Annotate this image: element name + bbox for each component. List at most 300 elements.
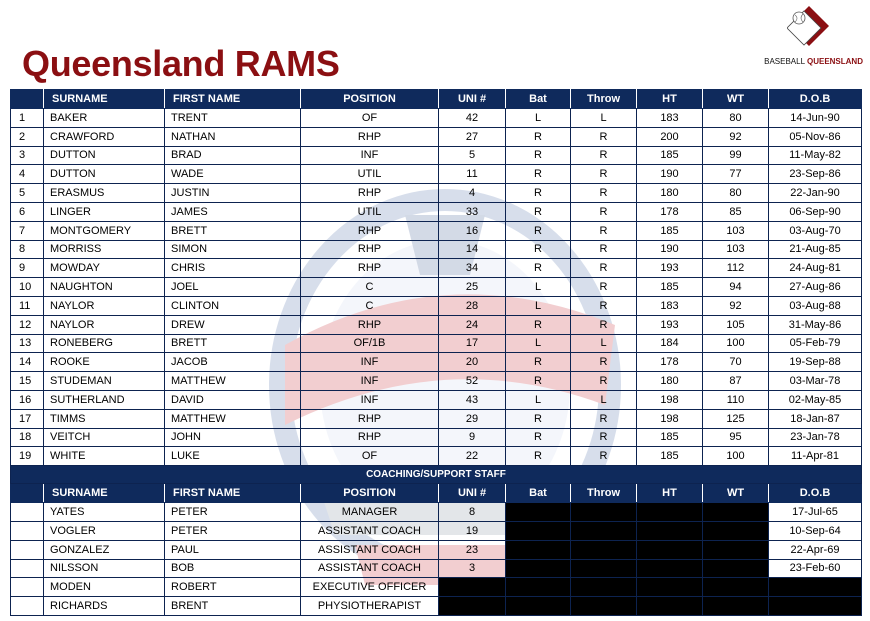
cell-weight: 125 xyxy=(703,409,769,428)
cell-position: RHP xyxy=(301,127,439,146)
cell-position: RHP xyxy=(301,221,439,240)
cell-position: RHP xyxy=(301,259,439,278)
staff-section xyxy=(11,466,862,484)
cell-first-name: JUSTIN xyxy=(165,184,301,203)
player-row xyxy=(11,334,862,353)
cell-uni-number: 34 xyxy=(439,259,506,278)
cell-position: RHP xyxy=(301,184,439,203)
cell-dob: 11-Apr-81 xyxy=(769,447,862,466)
baseball-queensland-logo xyxy=(757,4,863,66)
cell-row-number xyxy=(11,559,44,578)
staff-header-row xyxy=(11,484,862,503)
cell-throw xyxy=(571,559,637,578)
cell-bat: L xyxy=(506,390,571,409)
cell-surname: NILSSON xyxy=(44,559,165,578)
cell-throw: R xyxy=(571,278,637,297)
cell-weight: 80 xyxy=(703,109,769,128)
cell-dob: 14-Jun-90 xyxy=(769,109,862,128)
cell-row-number: 4 xyxy=(11,165,44,184)
cell-height: 185 xyxy=(637,428,703,447)
cell-position: C xyxy=(301,278,439,297)
cell-uni-number: 22 xyxy=(439,447,506,466)
cell-position: INF xyxy=(301,146,439,165)
cell-uni-number: 4 xyxy=(439,184,506,203)
cell-surname: MODEN xyxy=(44,578,165,597)
cell-height: 178 xyxy=(637,353,703,372)
cell-height: 183 xyxy=(637,296,703,315)
cell-weight: 95 xyxy=(703,428,769,447)
cell-throw: R xyxy=(571,165,637,184)
cell-row-number: 17 xyxy=(11,409,44,428)
cell-bat: R xyxy=(506,221,571,240)
cell-row-number: 10 xyxy=(11,278,44,297)
column-header-weight: WT xyxy=(703,90,769,109)
staff-row xyxy=(11,540,862,559)
cell-surname: CRAWFORD xyxy=(44,127,165,146)
cell-uni-number: 42 xyxy=(439,109,506,128)
cell-bat: R xyxy=(506,146,571,165)
cell-row-number: 15 xyxy=(11,372,44,391)
cell-position: RHP xyxy=(301,409,439,428)
column-header-bat: Bat xyxy=(506,484,571,503)
cell-weight xyxy=(703,559,769,578)
cell-bat: R xyxy=(506,447,571,466)
cell-first-name: LUKE xyxy=(165,447,301,466)
column-header-row-number xyxy=(11,484,44,503)
cell-surname: ROOKE xyxy=(44,353,165,372)
cell-dob: 06-Sep-90 xyxy=(769,202,862,221)
cell-row-number: 8 xyxy=(11,240,44,259)
column-header-bat: Bat xyxy=(506,90,571,109)
cell-surname: MORRISS xyxy=(44,240,165,259)
cell-first-name: CHRIS xyxy=(165,259,301,278)
cell-bat: R xyxy=(506,202,571,221)
cell-height: 198 xyxy=(637,409,703,428)
player-row xyxy=(11,372,862,391)
cell-height xyxy=(637,503,703,522)
cell-height: 198 xyxy=(637,390,703,409)
cell-first-name: JAMES xyxy=(165,202,301,221)
cell-throw: R xyxy=(571,221,637,240)
cell-row-number: 5 xyxy=(11,184,44,203)
cell-position: ASSISTANT COACH xyxy=(301,559,439,578)
staff-section-title: COACHING/SUPPORT STAFF xyxy=(11,466,862,484)
cell-dob: 05-Feb-79 xyxy=(769,334,862,353)
players-header-row xyxy=(11,90,862,109)
cell-uni-number: 20 xyxy=(439,353,506,372)
cell-position: OF xyxy=(301,447,439,466)
cell-first-name: BRETT xyxy=(165,334,301,353)
cell-bat: R xyxy=(506,127,571,146)
cell-throw: R xyxy=(571,240,637,259)
cell-surname: RONEBERG xyxy=(44,334,165,353)
cell-position: EXECUTIVE OFFICER xyxy=(301,578,439,597)
cell-uni-number: 17 xyxy=(439,334,506,353)
cell-height: 185 xyxy=(637,221,703,240)
cell-first-name: BRETT xyxy=(165,221,301,240)
cell-surname: NAUGHTON xyxy=(44,278,165,297)
cell-dob: 27-Aug-86 xyxy=(769,278,862,297)
cell-surname: DUTTON xyxy=(44,146,165,165)
cell-row-number: 3 xyxy=(11,146,44,165)
column-header-height: HT xyxy=(637,484,703,503)
cell-dob: 03-Aug-70 xyxy=(769,221,862,240)
cell-uni-number: 11 xyxy=(439,165,506,184)
cell-height: 193 xyxy=(637,315,703,334)
cell-first-name: MATTHEW xyxy=(165,372,301,391)
staff-row xyxy=(11,503,862,522)
player-row xyxy=(11,390,862,409)
cell-uni-number: 33 xyxy=(439,202,506,221)
cell-uni-number: 25 xyxy=(439,278,506,297)
cell-throw: R xyxy=(571,447,637,466)
cell-weight: 70 xyxy=(703,353,769,372)
cell-first-name: SIMON xyxy=(165,240,301,259)
cell-surname: NAYLOR xyxy=(44,315,165,334)
cell-bat xyxy=(506,597,571,616)
cell-row-number: 7 xyxy=(11,221,44,240)
cell-first-name: BOB xyxy=(165,559,301,578)
cell-throw: R xyxy=(571,146,637,165)
cell-weight: 92 xyxy=(703,127,769,146)
cell-throw: R xyxy=(571,184,637,203)
cell-position: UTIL xyxy=(301,165,439,184)
cell-row-number: 19 xyxy=(11,447,44,466)
cell-weight: 100 xyxy=(703,334,769,353)
cell-row-number xyxy=(11,597,44,616)
staff-row xyxy=(11,521,862,540)
cell-row-number: 14 xyxy=(11,353,44,372)
cell-height: 185 xyxy=(637,447,703,466)
cell-bat: R xyxy=(506,165,571,184)
cell-surname: GONZALEZ xyxy=(44,540,165,559)
cell-uni-number: 24 xyxy=(439,315,506,334)
cell-height xyxy=(637,540,703,559)
column-header-first-name: FIRST NAME xyxy=(165,484,301,503)
player-row xyxy=(11,447,862,466)
cell-uni-number: 16 xyxy=(439,221,506,240)
cell-dob: 31-May-86 xyxy=(769,315,862,334)
cell-weight xyxy=(703,521,769,540)
cell-bat: R xyxy=(506,259,571,278)
cell-throw: R xyxy=(571,372,637,391)
cell-uni-number xyxy=(439,578,506,597)
cell-first-name: PETER xyxy=(165,521,301,540)
cell-weight: 94 xyxy=(703,278,769,297)
cell-throw: R xyxy=(571,428,637,447)
cell-uni-number: 14 xyxy=(439,240,506,259)
cell-position: C xyxy=(301,296,439,315)
cell-uni-number: 19 xyxy=(439,521,506,540)
cell-throw xyxy=(571,503,637,522)
cell-surname: MONTGOMERY xyxy=(44,221,165,240)
cell-surname: TIMMS xyxy=(44,409,165,428)
staff-row xyxy=(11,597,862,616)
cell-surname: YATES xyxy=(44,503,165,522)
player-row xyxy=(11,259,862,278)
cell-bat xyxy=(506,503,571,522)
cell-surname: STUDEMAN xyxy=(44,372,165,391)
cell-throw: L xyxy=(571,334,637,353)
column-header-uni-number: UNI # xyxy=(439,90,506,109)
cell-throw: L xyxy=(571,109,637,128)
cell-uni-number: 43 xyxy=(439,390,506,409)
cell-first-name: JACOB xyxy=(165,353,301,372)
cell-first-name: DREW xyxy=(165,315,301,334)
player-row xyxy=(11,315,862,334)
cell-dob xyxy=(769,578,862,597)
cell-height xyxy=(637,559,703,578)
column-header-weight: WT xyxy=(703,484,769,503)
column-header-row-number xyxy=(11,90,44,109)
cell-height xyxy=(637,521,703,540)
cell-row-number: 16 xyxy=(11,390,44,409)
cell-row-number: 12 xyxy=(11,315,44,334)
cell-dob: 23-Sep-86 xyxy=(769,165,862,184)
column-header-height: HT xyxy=(637,90,703,109)
cell-first-name: ROBERT xyxy=(165,578,301,597)
page-title: Queensland RAMS xyxy=(22,43,340,84)
cell-surname: RICHARDS xyxy=(44,597,165,616)
cell-surname: DUTTON xyxy=(44,165,165,184)
column-header-first-name: FIRST NAME xyxy=(165,90,301,109)
cell-surname: BAKER xyxy=(44,109,165,128)
cell-dob: 21-Aug-85 xyxy=(769,240,862,259)
player-row xyxy=(11,409,862,428)
cell-row-number: 6 xyxy=(11,202,44,221)
cell-height: 183 xyxy=(637,109,703,128)
cell-height: 190 xyxy=(637,165,703,184)
cell-position: PHYSIOTHERAPIST xyxy=(301,597,439,616)
cell-position: ASSISTANT COACH xyxy=(301,540,439,559)
cell-row-number: 2 xyxy=(11,127,44,146)
cell-height: 190 xyxy=(637,240,703,259)
cell-dob: 19-Sep-88 xyxy=(769,353,862,372)
staff-section-header xyxy=(11,466,862,484)
cell-dob: 11-May-82 xyxy=(769,146,862,165)
cell-first-name: DAVID xyxy=(165,390,301,409)
cell-first-name: PETER xyxy=(165,503,301,522)
cell-bat xyxy=(506,521,571,540)
cell-uni-number: 5 xyxy=(439,146,506,165)
cell-height: 185 xyxy=(637,278,703,297)
cell-uni-number: 27 xyxy=(439,127,506,146)
cell-position: RHP xyxy=(301,428,439,447)
cell-bat: L xyxy=(506,296,571,315)
cell-uni-number: 8 xyxy=(439,503,506,522)
column-header-throw: Throw xyxy=(571,484,637,503)
cell-weight: 85 xyxy=(703,202,769,221)
player-row xyxy=(11,184,862,203)
cell-weight: 77 xyxy=(703,165,769,184)
cell-bat: R xyxy=(506,184,571,203)
player-row xyxy=(11,146,862,165)
cell-surname: ERASMUS xyxy=(44,184,165,203)
cell-dob: 18-Jan-87 xyxy=(769,409,862,428)
cell-surname: SUTHERLAND xyxy=(44,390,165,409)
player-row xyxy=(11,240,862,259)
cell-dob: 22-Apr-69 xyxy=(769,540,862,559)
cell-row-number: 11 xyxy=(11,296,44,315)
cell-throw xyxy=(571,521,637,540)
cell-bat xyxy=(506,559,571,578)
cell-weight: 99 xyxy=(703,146,769,165)
cell-position: INF xyxy=(301,353,439,372)
player-row xyxy=(11,165,862,184)
cell-position: RHP xyxy=(301,240,439,259)
cell-weight: 92 xyxy=(703,296,769,315)
player-row xyxy=(11,296,862,315)
player-row xyxy=(11,221,862,240)
cell-bat: R xyxy=(506,315,571,334)
cell-first-name: BRAD xyxy=(165,146,301,165)
cell-dob: 23-Jan-78 xyxy=(769,428,862,447)
cell-uni-number xyxy=(439,597,506,616)
player-row xyxy=(11,278,862,297)
cell-position: ASSISTANT COACH xyxy=(301,521,439,540)
cell-height: 178 xyxy=(637,202,703,221)
cell-throw: R xyxy=(571,296,637,315)
baseball-diamond-icon xyxy=(787,4,832,50)
cell-row-number xyxy=(11,503,44,522)
cell-height xyxy=(637,578,703,597)
cell-weight: 80 xyxy=(703,184,769,203)
cell-dob: 17-Jul-65 xyxy=(769,503,862,522)
cell-throw: R xyxy=(571,315,637,334)
cell-row-number xyxy=(11,540,44,559)
cell-dob: 05-Nov-86 xyxy=(769,127,862,146)
cell-surname: VEITCH xyxy=(44,428,165,447)
cell-weight: 112 xyxy=(703,259,769,278)
cell-height: 185 xyxy=(637,146,703,165)
cell-uni-number: 9 xyxy=(439,428,506,447)
cell-dob: 02-May-85 xyxy=(769,390,862,409)
cell-throw xyxy=(571,540,637,559)
roster-table xyxy=(10,89,862,616)
cell-row-number: 9 xyxy=(11,259,44,278)
cell-row-number: 13 xyxy=(11,334,44,353)
cell-uni-number: 28 xyxy=(439,296,506,315)
cell-height: 193 xyxy=(637,259,703,278)
cell-weight: 103 xyxy=(703,221,769,240)
cell-throw: L xyxy=(571,390,637,409)
cell-position: UTIL xyxy=(301,202,439,221)
logo-text: BASEBALL QUEENSLAND xyxy=(764,57,863,66)
player-row xyxy=(11,353,862,372)
cell-first-name: JOHN xyxy=(165,428,301,447)
cell-row-number xyxy=(11,521,44,540)
cell-dob: 24-Aug-81 xyxy=(769,259,862,278)
cell-throw: R xyxy=(571,409,637,428)
cell-bat: R xyxy=(506,353,571,372)
cell-dob xyxy=(769,597,862,616)
column-header-position: POSITION xyxy=(301,484,439,503)
cell-bat: L xyxy=(506,334,571,353)
column-header-surname: SURNAME xyxy=(44,484,165,503)
cell-throw: R xyxy=(571,259,637,278)
cell-weight: 87 xyxy=(703,372,769,391)
cell-first-name: JOEL xyxy=(165,278,301,297)
cell-first-name: WADE xyxy=(165,165,301,184)
cell-bat: R xyxy=(506,240,571,259)
cell-first-name: NATHAN xyxy=(165,127,301,146)
cell-first-name: BRENT xyxy=(165,597,301,616)
staff-row xyxy=(11,578,862,597)
cell-bat xyxy=(506,578,571,597)
cell-weight xyxy=(703,540,769,559)
cell-bat: L xyxy=(506,278,571,297)
cell-height xyxy=(637,597,703,616)
players-table-body xyxy=(11,90,862,466)
cell-bat: L xyxy=(506,109,571,128)
cell-first-name: PAUL xyxy=(165,540,301,559)
cell-throw: R xyxy=(571,202,637,221)
cell-bat: R xyxy=(506,372,571,391)
player-row xyxy=(11,202,862,221)
cell-dob: 10-Sep-64 xyxy=(769,521,862,540)
cell-position: INF xyxy=(301,372,439,391)
cell-position: OF xyxy=(301,109,439,128)
player-row xyxy=(11,127,862,146)
cell-height: 184 xyxy=(637,334,703,353)
column-header-throw: Throw xyxy=(571,90,637,109)
cell-weight: 100 xyxy=(703,447,769,466)
cell-dob: 23-Feb-60 xyxy=(769,559,862,578)
cell-bat xyxy=(506,540,571,559)
cell-position: INF xyxy=(301,390,439,409)
cell-bat: R xyxy=(506,428,571,447)
cell-row-number: 1 xyxy=(11,109,44,128)
cell-throw: R xyxy=(571,353,637,372)
cell-uni-number: 52 xyxy=(439,372,506,391)
cell-row-number: 18 xyxy=(11,428,44,447)
column-header-dob: D.O.B xyxy=(769,484,862,503)
column-header-dob: D.O.B xyxy=(769,90,862,109)
cell-dob: 22-Jan-90 xyxy=(769,184,862,203)
cell-height: 200 xyxy=(637,127,703,146)
cell-weight: 105 xyxy=(703,315,769,334)
player-row xyxy=(11,109,862,128)
cell-uni-number: 3 xyxy=(439,559,506,578)
cell-position: OF/1B xyxy=(301,334,439,353)
staff-table-body xyxy=(11,484,862,616)
cell-bat: R xyxy=(506,409,571,428)
cell-surname: WHITE xyxy=(44,447,165,466)
cell-weight: 103 xyxy=(703,240,769,259)
cell-weight xyxy=(703,578,769,597)
cell-uni-number: 29 xyxy=(439,409,506,428)
cell-weight xyxy=(703,503,769,522)
cell-uni-number: 23 xyxy=(439,540,506,559)
cell-position: MANAGER xyxy=(301,503,439,522)
cell-first-name: TRENT xyxy=(165,109,301,128)
cell-throw xyxy=(571,597,637,616)
staff-row xyxy=(11,559,862,578)
cell-surname: LINGER xyxy=(44,202,165,221)
cell-dob: 03-Aug-88 xyxy=(769,296,862,315)
cell-first-name: CLINTON xyxy=(165,296,301,315)
cell-height: 180 xyxy=(637,372,703,391)
cell-dob: 03-Mar-78 xyxy=(769,372,862,391)
cell-weight: 110 xyxy=(703,390,769,409)
cell-throw: R xyxy=(571,127,637,146)
column-header-position: POSITION xyxy=(301,90,439,109)
cell-surname: NAYLOR xyxy=(44,296,165,315)
player-row xyxy=(11,428,862,447)
cell-position: RHP xyxy=(301,315,439,334)
cell-weight xyxy=(703,597,769,616)
cell-surname: VOGLER xyxy=(44,521,165,540)
